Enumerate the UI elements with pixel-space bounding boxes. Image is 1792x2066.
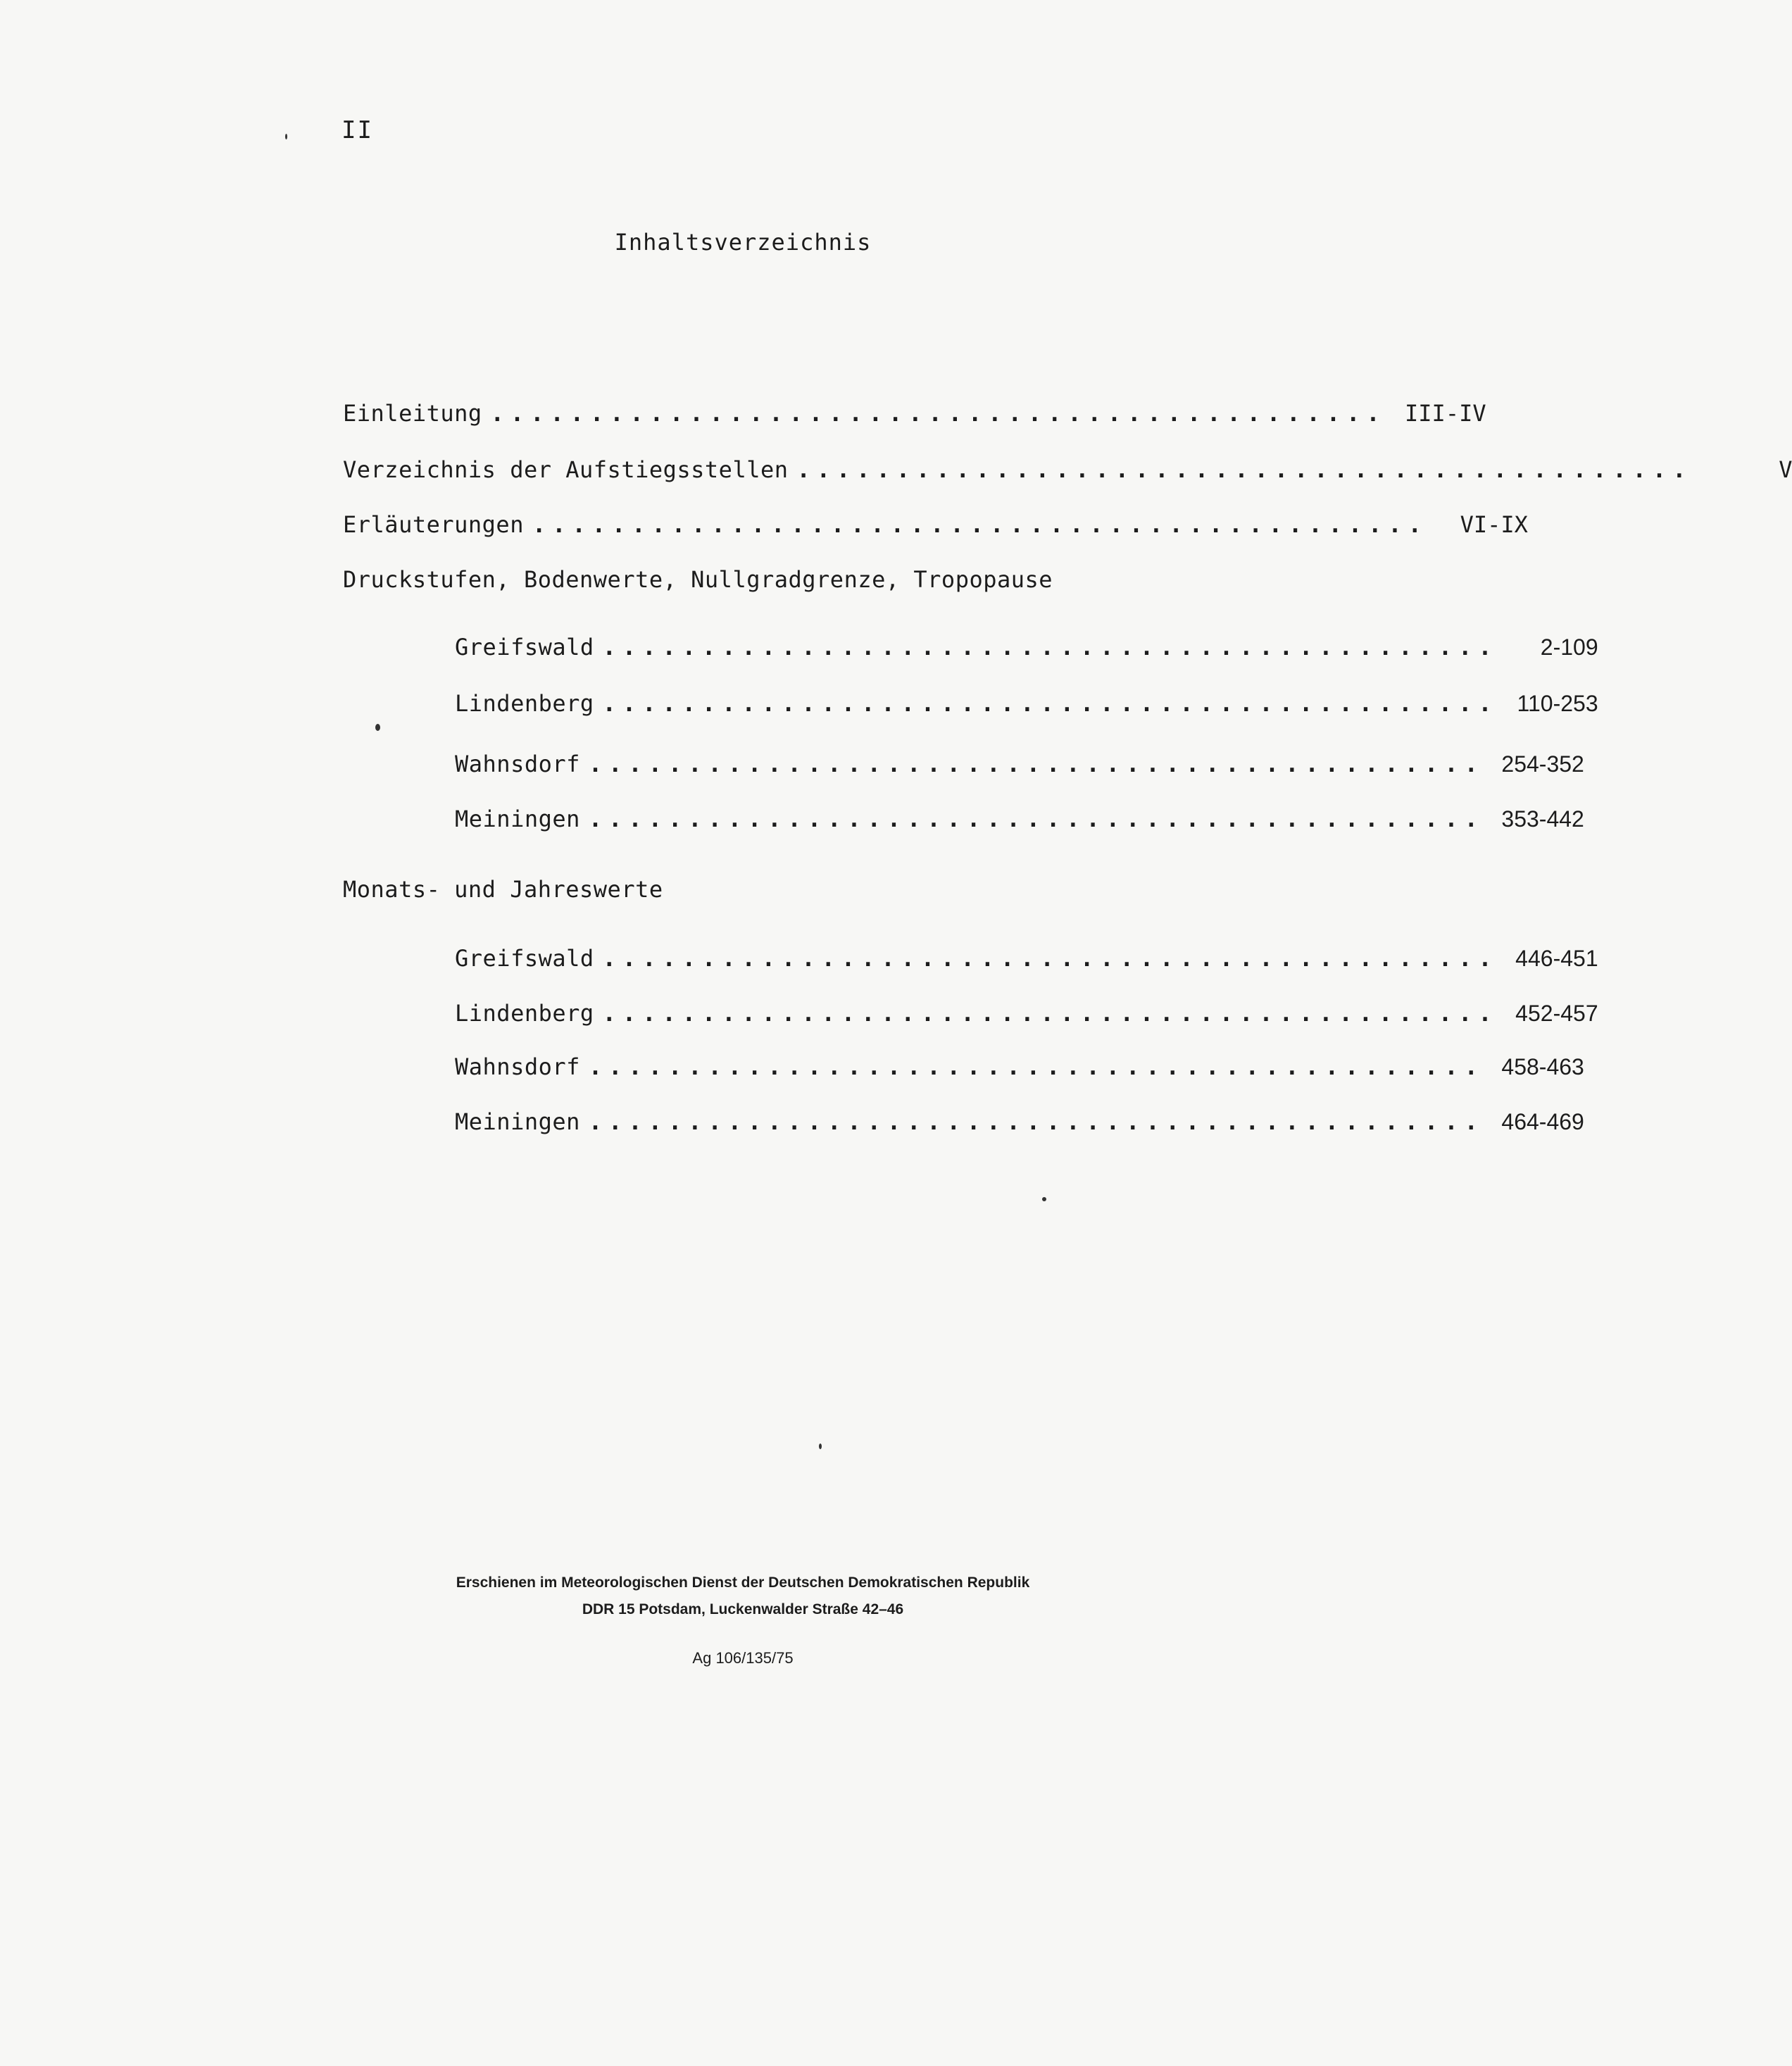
toc-title: Inhaltsverzeichnis: [614, 229, 872, 256]
scan-speck: [375, 724, 380, 731]
toc-entry-label: Meiningen: [455, 1108, 580, 1135]
toc-entry-label: Greifswald: [455, 634, 594, 661]
dot-leader: .............................................: [532, 511, 1428, 538]
toc-entry-pages: 458-463: [1501, 1054, 1584, 1079]
dot-leader: .............................................: [796, 456, 1693, 483]
toc-entry-erlaeuterungen: [343, 511, 1528, 542]
toc-entry-pages: 353-442: [1501, 806, 1584, 832]
toc-subentry: [455, 806, 1584, 837]
toc-entry-label: Meiningen: [455, 806, 580, 832]
toc-subentry: [455, 1053, 1584, 1084]
toc-entry-pages: 464-469: [1501, 1109, 1584, 1134]
toc-subentry: [455, 1000, 1598, 1031]
toc-entry-label: Lindenberg: [455, 690, 594, 717]
dot-leader: .............................................: [490, 400, 1386, 427]
toc-subentry: [455, 751, 1584, 782]
toc-entry-label: Greifswald: [455, 945, 594, 972]
dot-leader: .............................................: [588, 1108, 1484, 1135]
page-number: II: [342, 116, 373, 144]
toc-entry-einleitung: [343, 400, 1486, 431]
toc-entry-pages: 110-253: [1517, 691, 1598, 716]
toc-entry-pages: 254-352: [1501, 751, 1584, 777]
toc-subentry: [455, 690, 1598, 721]
toc-entry-pages: 446-451: [1515, 946, 1598, 971]
imprint-code: Ag 106/135/75: [692, 1649, 794, 1667]
toc-entry-label: Lindenberg: [455, 1000, 594, 1027]
toc-entry-label: Verzeichnis der Aufstiegsstellen: [343, 456, 789, 483]
dot-leader: .............................................: [588, 1053, 1484, 1080]
toc-entry-label: Wahnsdorf: [455, 751, 580, 777]
scan-speck: [285, 134, 287, 139]
toc-entry-label: Wahnsdorf: [455, 1053, 580, 1080]
scan-speck: [1042, 1197, 1046, 1201]
dot-leader: .............................................: [602, 634, 1498, 661]
dot-leader: .............................................: [602, 945, 1498, 972]
dot-leader: .............................................: [588, 751, 1484, 777]
scan-speck: [819, 1444, 822, 1449]
toc-entry-verzeichnis: [343, 456, 1792, 487]
toc-subentry: [455, 634, 1598, 665]
toc-entry-pages: VI-IX: [1460, 511, 1528, 538]
section-heading: Druckstufen, Bodenwerte, Nullgradgrenze, Tropopause: [343, 566, 1053, 593]
imprint-publisher: Erschienen im Meteorologischen Dienst der Deutschen Demokratischen Republik: [456, 1574, 1030, 1591]
toc-entry-label: Einleitung: [343, 400, 482, 427]
toc-entry-pages: III-IV: [1405, 400, 1486, 427]
toc-entry-pages: 2-109: [1540, 634, 1598, 660]
section-heading: Monats- und Jahreswerte: [343, 876, 663, 903]
toc-entry-label: Erläuterungen: [343, 511, 524, 538]
dot-leader: .............................................: [602, 1000, 1498, 1027]
dot-leader: .............................................: [602, 690, 1498, 717]
toc-entry-pages: V: [1779, 456, 1792, 483]
toc-entry-pages: 452-457: [1515, 1001, 1598, 1026]
imprint-address: DDR 15 Potsdam, Luckenwalder Straße 42–46: [582, 1601, 904, 1617]
toc-subentry: [455, 945, 1598, 976]
toc-subentry: [455, 1108, 1584, 1139]
dot-leader: .............................................: [588, 806, 1484, 832]
